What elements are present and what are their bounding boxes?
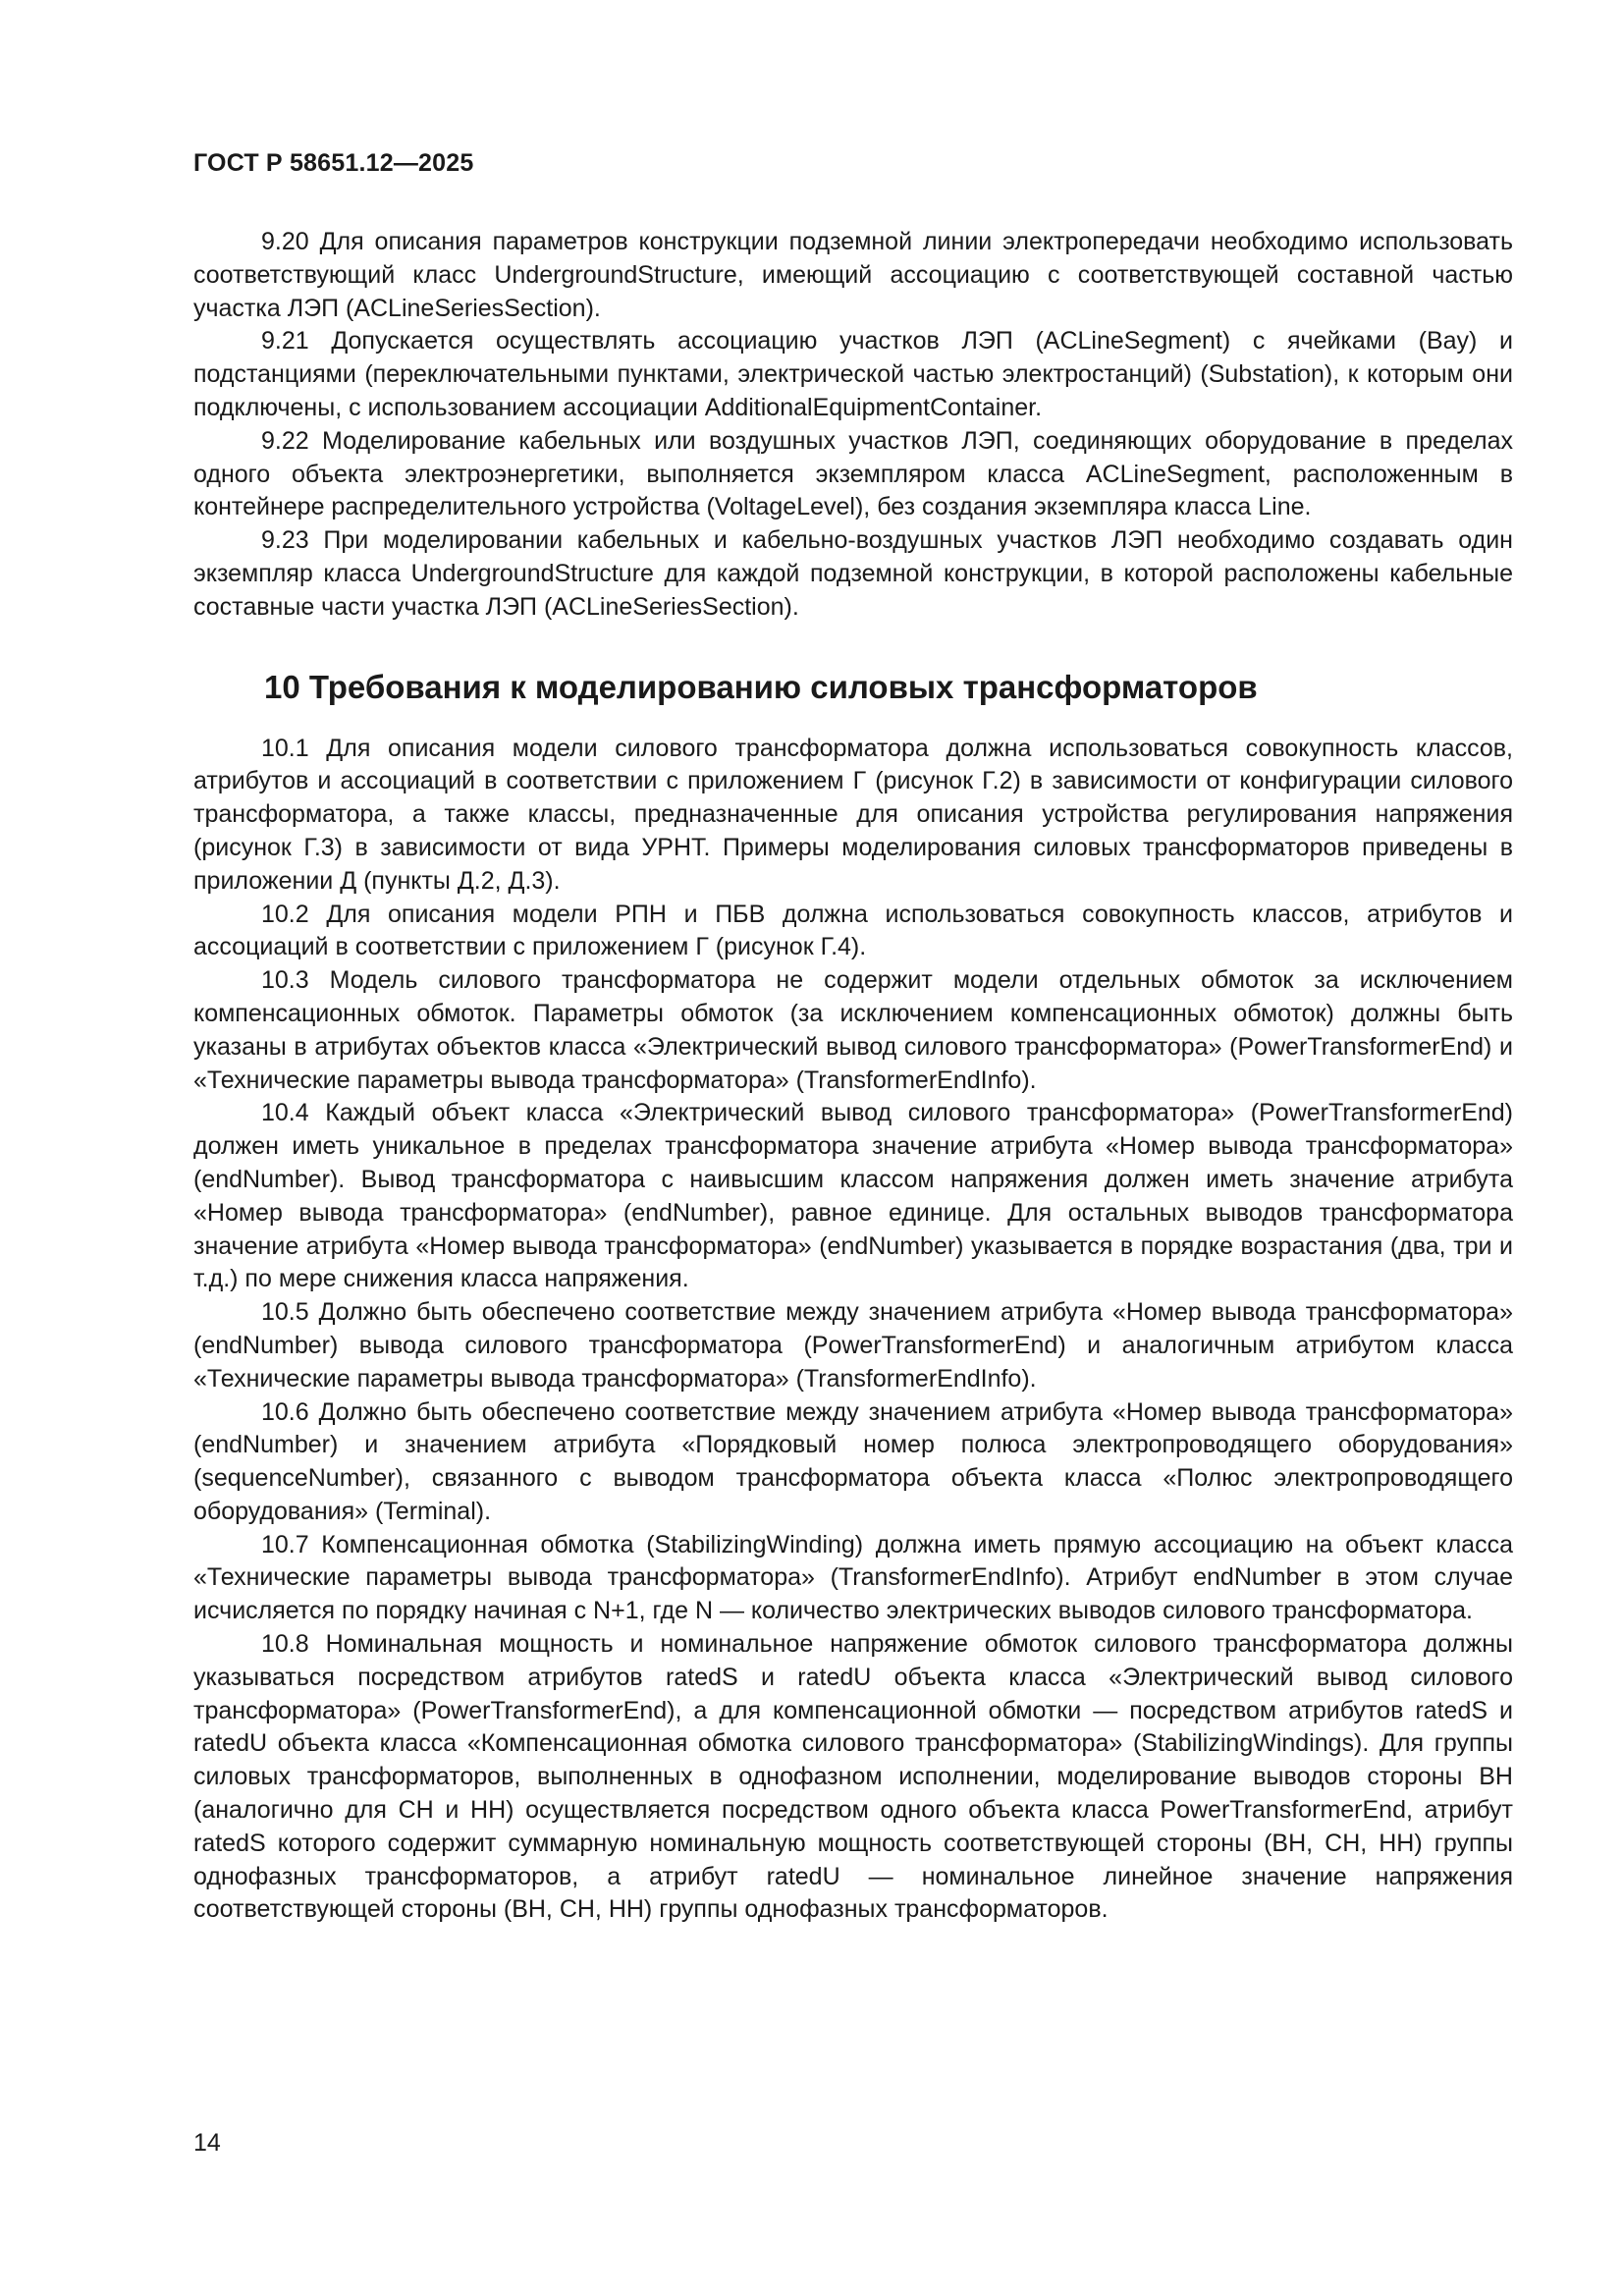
- paragraph-9-23: 9.23 При моделировании кабельных и кабельно-воздушных участков ЛЭП необходимо создавать один экземпляр класса UndergroundStructure для каждой подземной конструкции, в которой расположены кабельные составные части участка ЛЭП (ACLineSeriesSection).: [193, 526, 1513, 621]
- paragraph-9-22: 9.22 Моделирование кабельных или воздушных участков ЛЭП, соединяющих оборудование в пределах одного объекта электроэнергетики, выполняется экземпляром класса ACLineSegment, расположенным в контейнере распределительного устройства (VoltageLevel), без создания экземпляра класса Line.: [193, 426, 1513, 521]
- paragraph-10-7: 10.7 Компенсационная обмотка (StabilizingWinding) должна иметь прямую ассоциацию на объект класса «Технические параметры вывода трансформатора» (TransformerEndInfo). Атрибут endNumber в этом случае исчисляется по порядку начиная с N+1, где N — количество электрических выводов силового трансформатора.: [193, 1530, 1513, 1625]
- paragraph-10-4: 10.4 Каждый объект класса «Электрический вывод силового трансформатора» (PowerTransformerEnd) должен иметь уникальное в пределах трансформатора значение атрибута «Номер вывода трансформатора» (endNumber). Вывод трансформатора с наивысшим классом напряжения должен иметь значение атрибута «Номер вывода трансформатора» (endNumber), равное единице. Для остальных выводов трансформатора значение атрибута «Номер вывода трансформатора» (endNumber) указывается в порядке возрастания (два, три и т.д.) по мере снижения класса напряжения.: [193, 1099, 1513, 1293]
- document-header: ГОСТ Р 58651.12—2025: [193, 149, 474, 177]
- section-title: 10 Требования к моделированию силовых трансформаторов: [264, 668, 1258, 705]
- document-body: [193, 226, 1513, 1927]
- paragraph-9-21: 9.21 Допускается осуществлять ассоциацию участков ЛЭП (ACLineSegment) с ячейками (Bay) и подстанциями (переключательными пунктами, электрической частью электростанций) (Substation), к которым они подключены, с использованием ассоциации AdditionalEquipmentContainer.: [193, 327, 1513, 421]
- paragraph-10-6: 10.6 Должно быть обеспечено соответствие между значением атрибута «Номер вывода трансформатора» (endNumber) и значением атрибута «Порядковый номер полюса электропроводящего оборудования» (sequenceNumber), связанного с выводом трансформатора объекта класса «Полюс электропроводящего оборудования» (Terminal).: [193, 1397, 1513, 1525]
- paragraph-10-2: 10.2 Для описания модели РПН и ПБВ должна использоваться совокупность классов, атрибутов и ассоциаций в соответствии с приложением Г (рисунок Г.4).: [193, 900, 1513, 961]
- paragraph-10-3: 10.3 Модель силового трансформатора не содержит модели отдельных обмоток за исключением компенсационных обмоток. Параметры обмоток (за исключением компенсационных обмоток) должны быть указаны в атрибутах объектов класса «Электрический вывод силового трансформатора» (PowerTransformerEnd) и «Технические параметры вывода трансформатора» (TransformerEndInfo).: [193, 966, 1513, 1094]
- paragraph-10-1: 10.1 Для описания модели силового трансформатора должна использоваться совокупность классов, атрибутов и ассоциаций в соответствии с приложением Г (рисунок Г.2) в зависимости от конфигурации силового трансформатора, а также классы, предназначенные для описания устройства регулирования напряжения (рисунок Г.3) в зависимости от вида УРНТ. Примеры моделирования силовых трансформаторов приведены в приложении Д (пункты Д.2, Д.3).: [193, 734, 1513, 895]
- paragraph-10-5: 10.5 Должно быть обеспечено соответствие между значением атрибута «Номер вывода трансформатора» (endNumber) вывода силового трансформатора (PowerTransformerEnd) и аналогичным атрибутом класса «Технические параметры вывода трансформатора» (TransformerEndInfo).: [193, 1298, 1513, 1393]
- paragraph-9-20: 9.20 Для описания параметров конструкции подземной линии электропередачи необходимо использовать соответствующий класс UndergroundStructure, имеющий ассоциацию с соответствующей составной частью участка ЛЭП (ACLineSeriesSection).: [193, 228, 1513, 322]
- paragraph-10-8: 10.8 Номинальная мощность и номинальное напряжение обмоток силового трансформатора должны указываться посредством атрибутов ratedS и ratedU объекта класса «Электрический вывод силового трансформатора» (PowerTransformerEnd), а для компенсационной обмотки — посредством атрибутов ratedS и ratedU объекта класса «Компенсационная обмотка силового трансформатора» (StabilizingWindings). Для группы силовых трансформаторов, выполненных в однофазном исполнении, моделирование выводов стороны ВН (аналогично для СН и НН) осуществляется посредством одного объекта класса PowerTransformerEnd, атрибут ratedS которого содержит суммарную номинальную мощность соответствующей стороны (ВН, СН, НН) группы однофазных трансформаторов, а атрибут ratedU — номинальное линейное значение напряжения соответствующей стороны (ВН, СН, НН) группы однофазных трансформаторов.: [193, 1630, 1513, 1924]
- page-number: 14: [193, 2129, 221, 2157]
